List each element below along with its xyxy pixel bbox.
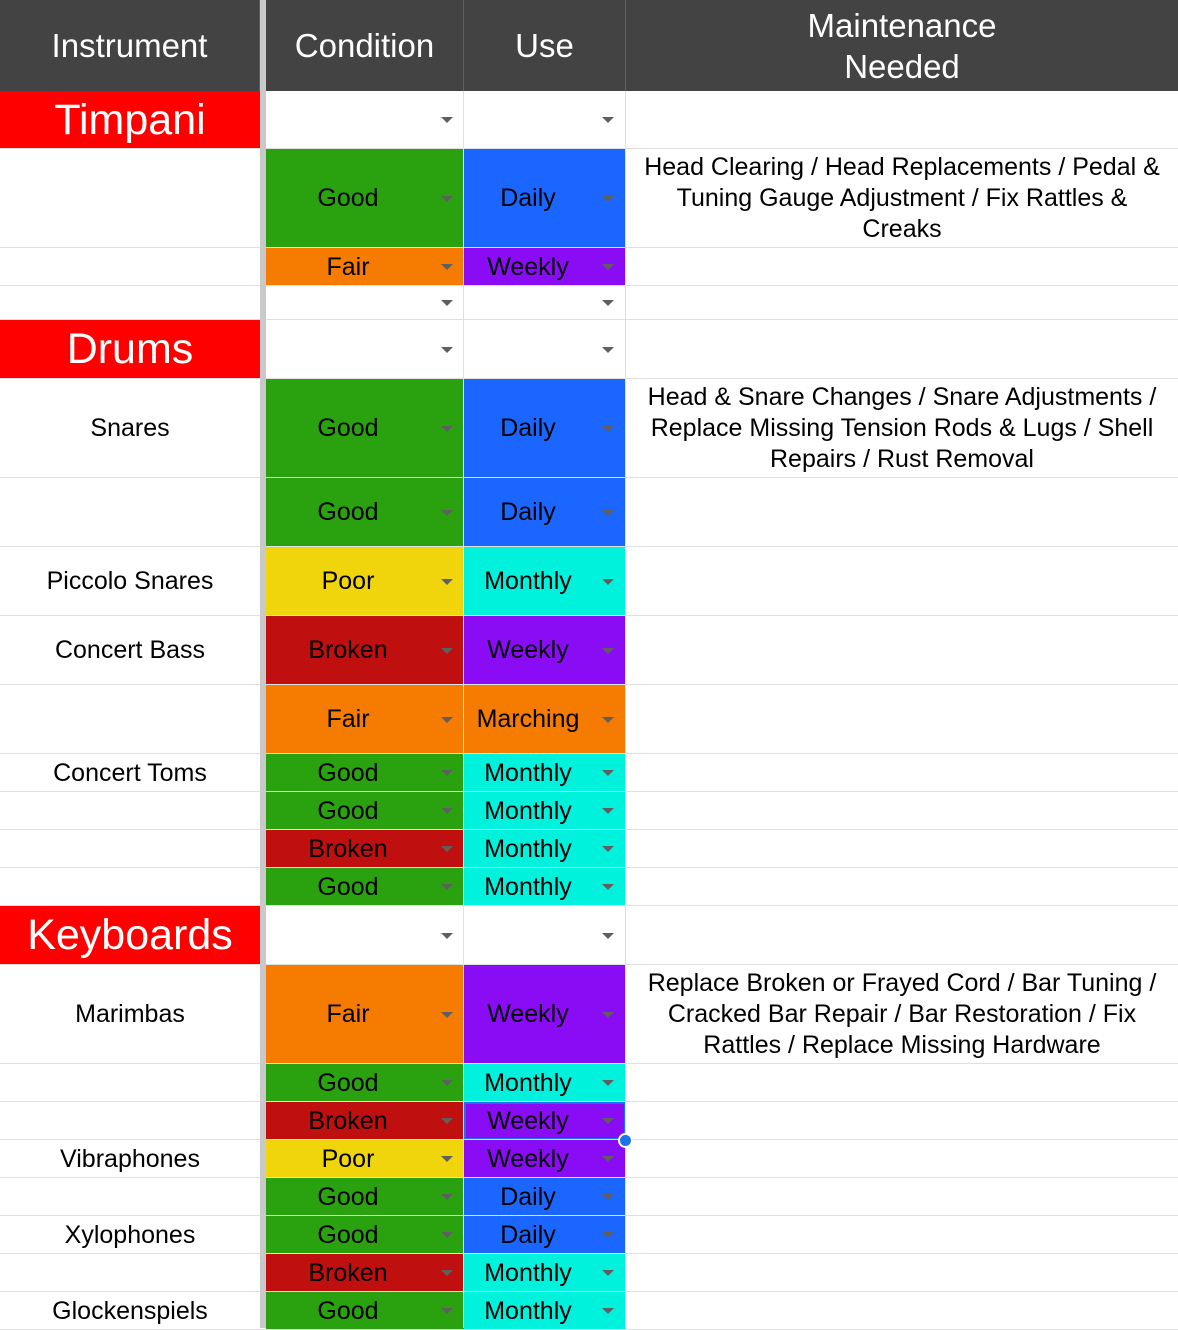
table-row: [0, 379, 1178, 478]
selection-fill-handle[interactable]: [618, 1133, 633, 1148]
cell-value: Good: [317, 758, 379, 787]
condition-dropdown[interactable]: [266, 547, 464, 616]
instrument-cell[interactable]: [0, 685, 260, 754]
condition-dropdown[interactable]: [266, 965, 464, 1064]
maintenance-cell[interactable]: [626, 478, 1178, 547]
use-dropdown[interactable]: [464, 1254, 626, 1292]
column-header-label: Maintenance Needed: [807, 6, 997, 85]
maintenance-cell[interactable]: [626, 685, 1178, 754]
category-title: Keyboards: [27, 911, 233, 959]
maintenance-cell[interactable]: [626, 149, 1178, 248]
dropdown-arrow-icon[interactable]: [441, 117, 453, 123]
instrument-name: Concert Bass: [54, 636, 206, 664]
table-row: [0, 1254, 1178, 1292]
table-row: [0, 868, 1178, 906]
dropdown-arrow-icon[interactable]: [441, 1118, 453, 1124]
dropdown-arrow-icon[interactable]: [602, 1156, 614, 1162]
maintenance-cell[interactable]: [626, 868, 1178, 906]
instrument-name: Piccolo Snares: [46, 567, 214, 595]
maintenance-cell[interactable]: [626, 91, 1178, 149]
dropdown-arrow-icon[interactable]: [602, 1118, 614, 1124]
cell-value: Good: [317, 1182, 379, 1211]
cell-value: Weekly: [487, 1144, 569, 1173]
dropdown-arrow-icon[interactable]: [602, 648, 614, 654]
use-dropdown[interactable]: [464, 149, 626, 248]
cell-value: Monthly: [484, 567, 572, 595]
use-dropdown[interactable]: [464, 754, 626, 792]
cell-value: Monthly: [484, 1068, 572, 1097]
cell-value: Weekly: [487, 1000, 569, 1028]
dropdown-arrow-icon[interactable]: [602, 196, 614, 202]
dropdown-arrow-icon[interactable]: [441, 1012, 453, 1018]
table-row: [0, 1178, 1178, 1216]
instrument-cell[interactable]: [0, 1254, 260, 1292]
cell-value: Good: [317, 872, 379, 901]
cell-value: Monthly: [484, 872, 572, 901]
cell-value: Daily: [500, 184, 556, 212]
dropdown-arrow-icon[interactable]: [602, 1012, 614, 1018]
instrument-cell[interactable]: [0, 1178, 260, 1216]
cell-value: Good: [317, 1296, 379, 1325]
dropdown-arrow-icon[interactable]: [602, 808, 614, 814]
dropdown-arrow-icon[interactable]: [441, 884, 453, 890]
table-row: [0, 754, 1178, 792]
maintenance-cell[interactable]: [626, 286, 1178, 320]
dropdown-arrow-icon[interactable]: [441, 300, 453, 306]
dropdown-arrow-icon[interactable]: [602, 717, 614, 723]
instrument-cell[interactable]: [0, 1140, 260, 1178]
condition-dropdown[interactable]: [266, 91, 464, 149]
instrument-cell[interactable]: [0, 830, 260, 868]
use-dropdown[interactable]: [464, 685, 626, 754]
cell-value: Fair: [326, 705, 370, 733]
condition-dropdown[interactable]: [266, 616, 464, 685]
dropdown-arrow-icon[interactable]: [602, 579, 614, 585]
maintenance-cell[interactable]: [626, 1064, 1178, 1102]
maintenance-cell[interactable]: [626, 906, 1178, 965]
dropdown-arrow-icon[interactable]: [441, 264, 453, 270]
use-dropdown[interactable]: [464, 1216, 626, 1254]
instrument-name: Xylophones: [64, 1220, 196, 1249]
cell-value: Monthly: [484, 758, 572, 787]
dropdown-arrow-icon[interactable]: [602, 426, 614, 432]
dropdown-arrow-icon[interactable]: [441, 426, 453, 432]
condition-dropdown[interactable]: [266, 868, 464, 906]
dropdown-arrow-icon[interactable]: [602, 1232, 614, 1238]
dropdown-arrow-icon[interactable]: [602, 933, 614, 939]
category-row: [0, 320, 1178, 379]
table-row: [0, 1216, 1178, 1254]
use-dropdown[interactable]: [464, 906, 626, 965]
category-row: [0, 906, 1178, 965]
maintenance-cell[interactable]: [626, 792, 1178, 830]
maintenance-cell[interactable]: [626, 320, 1178, 379]
maintenance-cell[interactable]: [626, 1102, 1178, 1140]
dropdown-arrow-icon[interactable]: [441, 1194, 453, 1200]
use-dropdown[interactable]: [464, 547, 626, 616]
dropdown-arrow-icon[interactable]: [602, 1194, 614, 1200]
column-gridline: [463, 91, 464, 1328]
cell-value: Daily: [500, 1182, 556, 1211]
instrument-name: Glockenspiels: [52, 1296, 208, 1325]
dropdown-arrow-icon[interactable]: [441, 1156, 453, 1162]
use-dropdown[interactable]: [464, 478, 626, 547]
cell-value: Broken: [308, 1258, 388, 1287]
use-dropdown[interactable]: [464, 1178, 626, 1216]
condition-dropdown[interactable]: [266, 286, 464, 320]
condition-dropdown[interactable]: [266, 149, 464, 248]
instrument-cell[interactable]: [0, 547, 260, 616]
maintenance-text: Head Clearing / Head Replacements / Pedal & Tuning Gauge Adjustment / Fix Rattles & Creaks: [644, 153, 1160, 243]
cell-value: Broken: [308, 636, 388, 664]
column-header-use[interactable]: [464, 0, 626, 91]
cell-value: Good: [317, 1068, 379, 1097]
instrument-cell[interactable]: [0, 478, 260, 547]
cell-value: Daily: [500, 1220, 556, 1249]
dropdown-arrow-icon[interactable]: [602, 846, 614, 852]
dropdown-arrow-icon[interactable]: [441, 770, 453, 776]
cell-value: Weekly: [487, 1106, 569, 1135]
condition-dropdown[interactable]: [266, 906, 464, 965]
maintenance-cell[interactable]: [626, 1254, 1178, 1292]
dropdown-arrow-icon[interactable]: [602, 884, 614, 890]
dropdown-arrow-icon[interactable]: [441, 846, 453, 852]
use-dropdown[interactable]: [464, 320, 626, 379]
dropdown-arrow-icon[interactable]: [441, 196, 453, 202]
instrument-name: Vibraphones: [60, 1144, 200, 1173]
column-header-label: Condition: [294, 27, 435, 64]
column-header-instrument[interactable]: [0, 0, 260, 91]
use-dropdown[interactable]: [464, 91, 626, 149]
table-row: [0, 1064, 1178, 1102]
dropdown-arrow-icon[interactable]: [602, 117, 614, 123]
table-row: [0, 547, 1178, 616]
instrument-cell[interactable]: [0, 379, 260, 478]
use-dropdown[interactable]: [464, 792, 626, 830]
condition-dropdown[interactable]: [266, 685, 464, 754]
dropdown-arrow-icon[interactable]: [602, 1270, 614, 1276]
cell-value: Fair: [326, 252, 370, 281]
table-row: [0, 685, 1178, 754]
instrument-cell[interactable]: [0, 1216, 260, 1254]
cell-value: Poor: [321, 1144, 375, 1173]
use-dropdown[interactable]: [464, 379, 626, 478]
maintenance-cell[interactable]: [626, 379, 1178, 478]
condition-dropdown[interactable]: [266, 379, 464, 478]
maintenance-cell[interactable]: [626, 248, 1178, 286]
use-dropdown[interactable]: [464, 616, 626, 685]
table-row: [0, 965, 1178, 1064]
instrument-name: Snares: [90, 414, 170, 442]
dropdown-arrow-icon[interactable]: [441, 1308, 453, 1314]
table-row: [0, 792, 1178, 830]
condition-dropdown[interactable]: [266, 1064, 464, 1102]
dropdown-arrow-icon[interactable]: [441, 808, 453, 814]
cell-value: Broken: [308, 1106, 388, 1135]
cell-value: Daily: [500, 498, 556, 526]
instrument-cell[interactable]: [0, 754, 260, 792]
cell-value: Good: [317, 796, 379, 825]
category-label-cell[interactable]: [0, 906, 260, 965]
table-row: [0, 1292, 1178, 1330]
maintenance-cell[interactable]: [626, 1178, 1178, 1216]
dropdown-arrow-icon[interactable]: [441, 933, 453, 939]
condition-dropdown[interactable]: [266, 754, 464, 792]
cell-value: Poor: [321, 567, 375, 595]
dropdown-arrow-icon[interactable]: [602, 347, 614, 353]
condition-dropdown[interactable]: [266, 248, 464, 286]
instrument-cell[interactable]: [0, 965, 260, 1064]
cell-value: Fair: [326, 1000, 370, 1028]
use-dropdown[interactable]: [464, 868, 626, 906]
dropdown-arrow-icon[interactable]: [441, 1080, 453, 1086]
cell-value: Monthly: [484, 796, 572, 825]
instrument-cell[interactable]: [0, 149, 260, 248]
table-row: [0, 149, 1178, 248]
dropdown-arrow-icon[interactable]: [441, 1270, 453, 1276]
dropdown-arrow-icon[interactable]: [441, 510, 453, 516]
maintenance-cell[interactable]: [626, 754, 1178, 792]
maintenance-text: Head & Snare Changes / Snare Adjustments / Replace Missing Tension Rods & Lugs / Shell Repairs / Rust Removal: [647, 383, 1157, 473]
condition-dropdown[interactable]: [266, 1102, 464, 1140]
condition-dropdown[interactable]: [266, 830, 464, 868]
condition-dropdown[interactable]: [266, 792, 464, 830]
table-row: [0, 286, 1178, 320]
maintenance-text: Replace Broken or Frayed Cord / Bar Tuning / Cracked Bar Repair / Bar Restoration / Fix Rattles / Replace Missing Hardware: [647, 969, 1157, 1059]
frozen-column-divider[interactable]: [260, 0, 266, 1328]
maintenance-cell[interactable]: [626, 1216, 1178, 1254]
use-dropdown[interactable]: [464, 965, 626, 1064]
instrument-cell[interactable]: [0, 248, 260, 286]
dropdown-arrow-icon[interactable]: [441, 347, 453, 353]
cell-value: Weekly: [487, 636, 569, 664]
dropdown-arrow-icon[interactable]: [602, 300, 614, 306]
condition-dropdown[interactable]: [266, 1140, 464, 1178]
category-row: [0, 91, 1178, 149]
category-label-cell[interactable]: [0, 91, 260, 149]
category-label-cell[interactable]: [0, 320, 260, 379]
dropdown-arrow-icon[interactable]: [602, 510, 614, 516]
maintenance-cell[interactable]: [626, 547, 1178, 616]
maintenance-cell[interactable]: [626, 1292, 1178, 1330]
instrument-cell[interactable]: [0, 1064, 260, 1102]
dropdown-arrow-icon[interactable]: [602, 1080, 614, 1086]
use-dropdown[interactable]: [464, 286, 626, 320]
cell-value: Monthly: [484, 1258, 572, 1287]
table-row: [0, 830, 1178, 868]
dropdown-arrow-icon[interactable]: [602, 264, 614, 270]
column-header-maintenance[interactable]: [626, 0, 1178, 91]
condition-dropdown[interactable]: [266, 1216, 464, 1254]
instrument-name: Concert Toms: [53, 758, 207, 787]
category-title: Drums: [66, 325, 194, 373]
dropdown-arrow-icon[interactable]: [441, 579, 453, 585]
use-dropdown[interactable]: [464, 248, 626, 286]
table-row: [0, 478, 1178, 547]
dropdown-arrow-icon[interactable]: [441, 648, 453, 654]
use-dropdown[interactable]: [464, 830, 626, 868]
cell-value: Good: [317, 414, 379, 442]
cell-value: Broken: [308, 834, 388, 863]
instrument-cell[interactable]: [0, 1292, 260, 1330]
cell-value: Weekly: [487, 252, 569, 281]
cell-value: Good: [317, 184, 379, 212]
cell-value: Daily: [500, 414, 556, 442]
table-row: [0, 616, 1178, 685]
table-row: [0, 248, 1178, 286]
column-header-label: Use: [515, 27, 574, 64]
column-header-label: Instrument: [51, 27, 208, 64]
condition-dropdown[interactable]: [266, 1254, 464, 1292]
cell-value: Good: [317, 498, 379, 526]
condition-dropdown[interactable]: [266, 1292, 464, 1330]
dropdown-arrow-icon[interactable]: [441, 1232, 453, 1238]
dropdown-arrow-icon[interactable]: [602, 770, 614, 776]
use-dropdown[interactable]: [464, 1064, 626, 1102]
cell-value: Monthly: [484, 834, 572, 863]
column-header-condition[interactable]: [266, 0, 464, 91]
maintenance-cell[interactable]: [626, 616, 1178, 685]
maintenance-cell[interactable]: [626, 965, 1178, 1064]
instrument-cell[interactable]: [0, 616, 260, 685]
maintenance-cell[interactable]: [626, 830, 1178, 868]
condition-dropdown[interactable]: [266, 1178, 464, 1216]
cell-value: Good: [317, 1220, 379, 1249]
instrument-name: Marimbas: [75, 1000, 185, 1028]
dropdown-arrow-icon[interactable]: [441, 717, 453, 723]
maintenance-cell[interactable]: [626, 1140, 1178, 1178]
use-dropdown[interactable]: [464, 1292, 626, 1330]
category-title: Timpani: [54, 95, 206, 144]
use-dropdown[interactable]: [464, 1102, 626, 1140]
instrument-cell[interactable]: [0, 286, 260, 320]
dropdown-arrow-icon[interactable]: [602, 1308, 614, 1314]
condition-dropdown[interactable]: [266, 478, 464, 547]
table-row: [0, 1140, 1178, 1178]
instrument-cell[interactable]: [0, 868, 260, 906]
instrument-cell[interactable]: [0, 792, 260, 830]
instrument-cell[interactable]: [0, 1102, 260, 1140]
condition-dropdown[interactable]: [266, 320, 464, 379]
use-dropdown[interactable]: [464, 1140, 626, 1178]
cell-value: Monthly: [484, 1296, 572, 1325]
table-row: [0, 1102, 1178, 1140]
cell-value: Marching: [476, 705, 580, 733]
